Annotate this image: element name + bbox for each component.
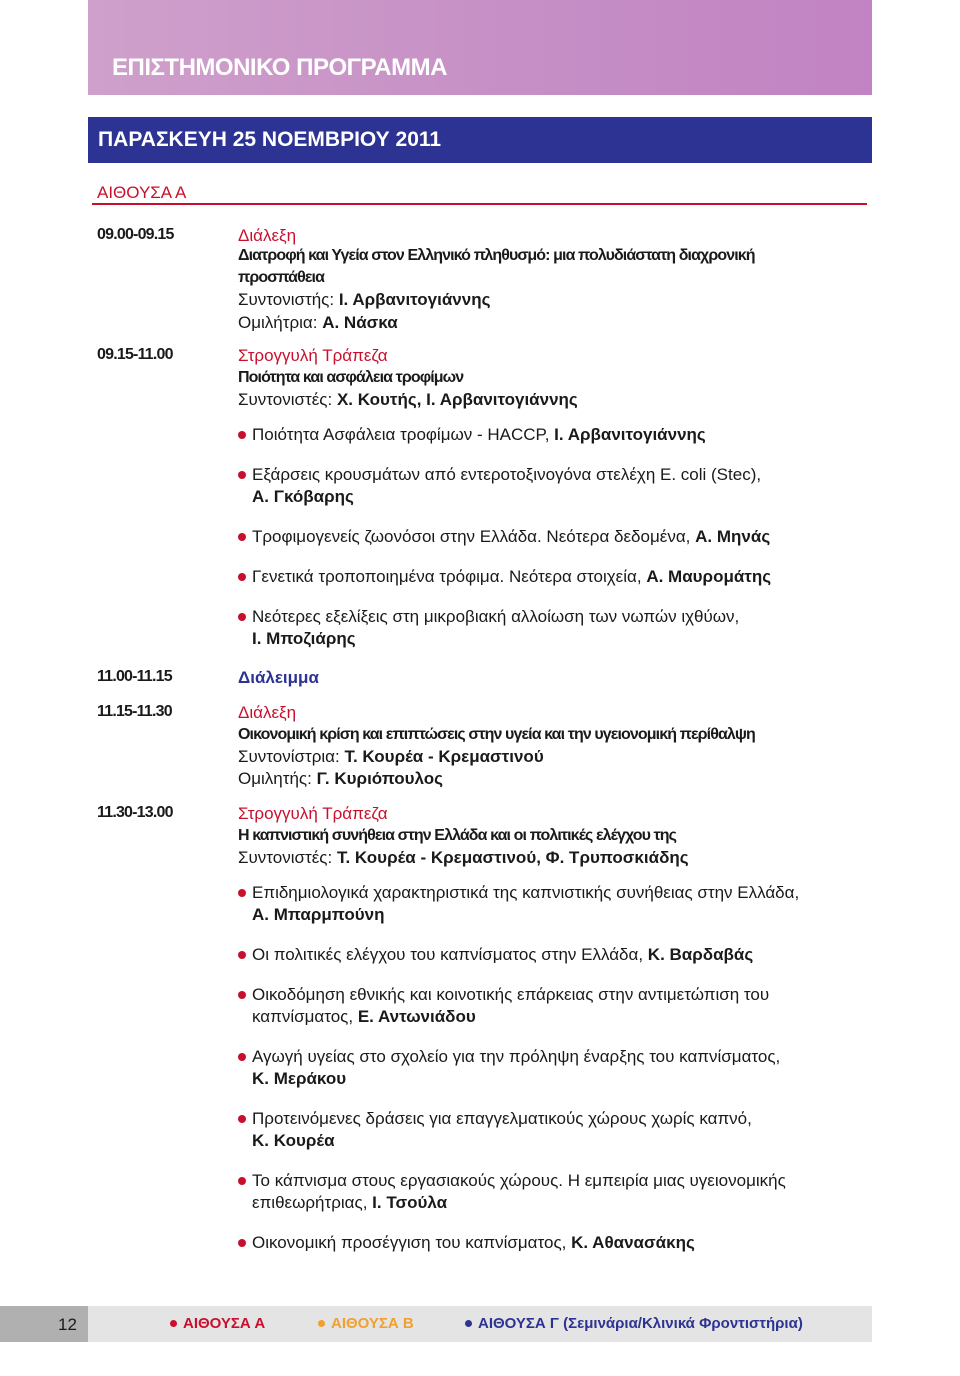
bullet-icon (238, 431, 246, 439)
bullet-icon (238, 471, 246, 479)
bullet-icon (238, 1239, 246, 1247)
talk-speaker: Ι. Τσούλα (372, 1193, 448, 1212)
talk-speaker: Α. Μαυρομάτης (646, 567, 772, 586)
session-5-time: 11.30-13.00 (97, 804, 173, 821)
program-title: ΕΠΙΣΤΗΜΟΝΙΚΟ ΠΡΟΓΡΑΜΜΑ (112, 54, 447, 81)
bullet-icon (238, 889, 246, 897)
legend-label: ΑΙΘΟΥΣΑ Α (183, 1315, 266, 1332)
legend-room-c (465, 1315, 803, 1332)
session-2-coordinators (238, 390, 578, 410)
talk-item (238, 1047, 780, 1067)
talk-title: Γενετικά τροποποιημένα τρόφιμα. Νεότερα στοιχεία, (252, 567, 642, 586)
talk-item (238, 883, 799, 903)
bullet-icon (238, 991, 246, 999)
session-4-type: Διάλεξη (238, 703, 297, 722)
talk-title: Οικονομική προσέγγιση του καπνίσματος, (252, 1233, 567, 1252)
bullet-icon (238, 1053, 246, 1061)
session-1-speaker-label: Ομιλήτρια: (238, 313, 318, 332)
talk-title: Το κάπνισμα στους εργασιακούς χώρους. Η εμπειρία μιας υγειονομικής (252, 1171, 786, 1190)
talk-item (238, 1233, 695, 1253)
bullet-icon (238, 1177, 246, 1185)
session-2-type: Στρογγυλή Τράπεζα (238, 346, 388, 365)
bullet-icon (238, 1115, 246, 1123)
day-header (88, 117, 872, 163)
legend-room-a (170, 1315, 265, 1332)
talk-continuation (252, 1007, 476, 1027)
session-1-coordinator (238, 290, 490, 310)
talk-item (238, 945, 753, 965)
room-a-dot-icon (170, 1320, 177, 1327)
talk-title: Αγωγή υγείας στο σχολείο για την πρόληψη έναρξης του καπνίσματος, (252, 1047, 781, 1066)
talk-item (238, 1171, 786, 1191)
room-c-dot-icon (465, 1320, 472, 1327)
talk-title: Οι πολιτικές ελέγχου του καπνίσματος στην Ελλάδα, (252, 945, 644, 964)
talk-speaker: Κ. Αθανασάκης (571, 1233, 695, 1252)
bullet-icon (238, 533, 246, 541)
session-1-speaker-name: Α. Νάσκα (322, 313, 398, 332)
room-label: ΑΙΘΟΥΣΑ Α (97, 183, 187, 202)
talk-title: Τροφιμογενείς ζωονόσοι στην Ελλάδα. Νεότερα δεδομένα, (252, 527, 691, 546)
legend-room-b (318, 1315, 414, 1332)
session-2-coordinator-names: Χ. Κουτής, Ι. Αρβανιτογιάννης (336, 390, 578, 409)
talk-title: Ποιότητα Ασφάλεια τροφίμων - HACCP, (252, 425, 550, 444)
talk-item (238, 985, 769, 1005)
session-5-coordinators (238, 848, 689, 868)
session-3-time: 11.00-11.15 (97, 668, 172, 685)
session-1-title-line1: Διατροφή και Υγεία στον Ελληνικό πληθυσμό: μια πολυδιάστατη διαχρονική (238, 247, 755, 264)
session-4-speaker-label: Ομιλητής: (238, 769, 312, 788)
page-number-box (0, 1306, 88, 1342)
session-1-coordinator-label: Συντονιστής: (238, 290, 335, 309)
session-5-title: Η καπνιστική συνήθεια στην Ελλάδα και οι πολιτικές ελέγχου της (238, 827, 677, 844)
talk-speaker: Α. Γκόβαρης (252, 487, 354, 506)
session-5-coordinator-label: Συντονιστές: (238, 848, 333, 867)
bullet-icon (238, 951, 246, 959)
talk-speaker: Κ. Κουρέα (252, 1131, 335, 1150)
talk-speaker: Κ. Μεράκου (252, 1069, 347, 1088)
day-title: ΠΑΡΑΣΚΕΥΗ 25 ΝΟΕΜΒΡΙΟΥ 2011 (98, 128, 442, 151)
talk-item (238, 1109, 752, 1129)
session-4-speaker-name: Γ. Κυριόπουλος (316, 769, 443, 788)
talk-speaker: Ε. Αντωνιάδου (357, 1007, 476, 1026)
session-4-coordinator-name: Τ. Κουρέα - Κρεμαστινού (344, 747, 544, 766)
session-1-time: 09.00-09.15 (97, 226, 174, 243)
talk-speaker: Κ. Βαρδαβάς (647, 945, 754, 964)
talk-title: Νεότερες εξελίξεις στη μικροβιακή αλλοίωση των νωπών ιχθύων, (252, 607, 740, 626)
talk-title-cont: καπνίσματος, (252, 1007, 354, 1026)
session-5-coordinator-names: Τ. Κουρέα - Κρεμαστινού, Φ. Τρυποσκιάδης (336, 848, 689, 867)
talk-item (238, 465, 761, 485)
talk-item (238, 607, 739, 627)
talk-title: Επιδημιολογικά χαρακτηριστικά της καπνιστικής συνήθειας στην Ελλάδα, (252, 883, 800, 902)
session-1-speaker (238, 313, 398, 333)
session-5-type: Στρογγυλή Τράπεζα (238, 804, 388, 823)
session-1-title-line2: προσπάθεια (238, 269, 325, 286)
bullet-icon (238, 573, 246, 581)
talk-item (238, 567, 771, 587)
program-header (88, 0, 872, 95)
session-2-time: 09.15-11.00 (97, 346, 173, 363)
session-2-title: Ποιότητα και ασφάλεια τροφίμων (238, 369, 464, 386)
talk-item (238, 527, 770, 547)
session-4-speaker (238, 769, 443, 789)
session-4-title: Οικονομική κρίση και επιπτώσεις στην υγεία και την υγειονομική περίθαλψη (238, 726, 755, 743)
talk-continuation (252, 1193, 447, 1213)
session-3-type: Διάλειμμα (238, 668, 319, 687)
talk-title-cont: επιθεωρήτριας, (252, 1193, 368, 1212)
session-2-coordinator-label: Συντονιστές: (238, 390, 333, 409)
session-4-coordinator (238, 747, 544, 767)
session-4-time: 11.15-11.30 (97, 703, 172, 720)
bullet-icon (238, 613, 246, 621)
room-b-dot-icon (318, 1320, 325, 1327)
talk-title: Οικοδόμηση εθνικής και κοινοτικής επάρκειας στην αντιμετώπιση του (252, 985, 770, 1004)
room-divider (92, 203, 867, 205)
talk-title: Προτεινόμενες δράσεις για επαγγελματικούς χώρους χωρίς καπνό, (252, 1109, 752, 1128)
talk-speaker: Α. Μπαρμπούνη (252, 905, 385, 924)
room-legend (88, 1306, 872, 1342)
legend-label: ΑΙΘΟΥΣΑ Γ (Σεμινάρια/Κλινικά Φροντιστήρια) (478, 1315, 803, 1332)
session-4-coordinator-label: Συντονίστρια: (238, 747, 340, 766)
talk-speaker: Ι. Μποζιάρης (252, 629, 356, 648)
talk-title: Εξάρσεις κρουσμάτων από εντεροτοξινογόνα στελέχη E. coli (Stec), (252, 465, 762, 484)
session-1-coordinator-name: Ι. Αρβανιτογιάννης (338, 290, 491, 309)
legend-label: ΑΙΘΟΥΣΑ Β (331, 1315, 414, 1332)
talk-speaker: Ι. Αρβανιτογιάννης (554, 425, 706, 444)
page-footer (0, 1306, 960, 1342)
session-1-type: Διάλεξη (238, 226, 297, 245)
talk-item (238, 425, 706, 445)
page-number: 12 (58, 1315, 77, 1334)
talk-speaker: Α. Μηνάς (695, 527, 771, 546)
